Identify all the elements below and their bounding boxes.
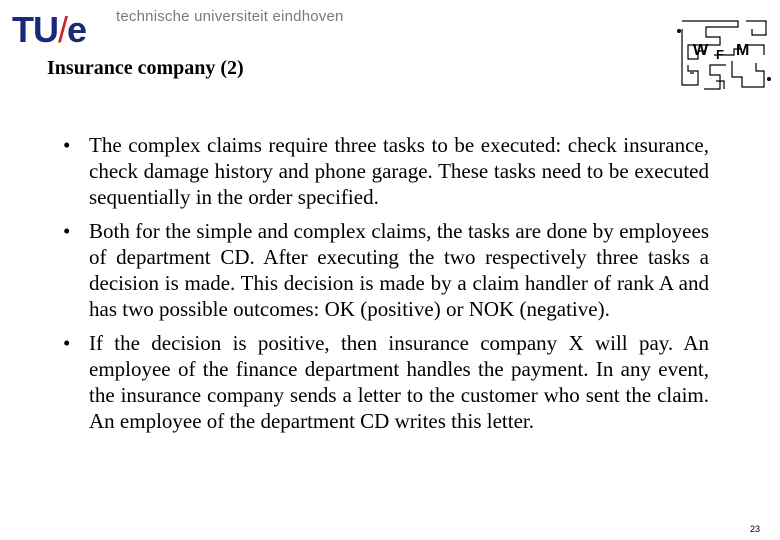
bullet-item	[63, 132, 709, 210]
wfm-letter-f: F	[716, 47, 724, 62]
bullet-dot: •	[63, 219, 71, 243]
page-number: 23	[749, 524, 760, 534]
bullet-dot: •	[63, 133, 71, 157]
slide-title: Insurance company (2)	[47, 57, 244, 79]
wfm-letter-m: M	[736, 42, 750, 59]
wfm-logo	[676, 15, 772, 95]
tue-logo	[12, 9, 87, 50]
bullet-text: If the decision is positive, then insurance company X will pay. An employee of the finance department handles the payment. In any event, the insurance company sends a letter to the customer who sent the claim. An employee of the department CD writes this letter.	[89, 331, 709, 433]
bullet-dot: •	[63, 331, 71, 355]
tue-logo-tu: TU	[12, 9, 58, 50]
bullet-text: Both for the simple and complex claims, the tasks are done by employees of department CD. After executing the two respectively three tasks a decision is made. This decision is made by a claim handler of rank A and has two possible outcomes: OK (positive) or NOK (negative).	[89, 219, 709, 321]
bullet-text: The complex claims require three tasks to be executed: check insurance, check damage history and phone garage. These tasks need to be executed sequentially in the order specified.	[89, 133, 709, 209]
tue-logo-e: e	[67, 9, 87, 50]
bullet-list	[63, 132, 709, 442]
university-name: technische universiteit eindhoven	[116, 8, 344, 25]
bullet-item	[63, 218, 709, 322]
bullet-item	[63, 330, 709, 434]
wfm-letter-w: W	[693, 42, 709, 59]
tue-logo-slash: /	[58, 9, 68, 50]
